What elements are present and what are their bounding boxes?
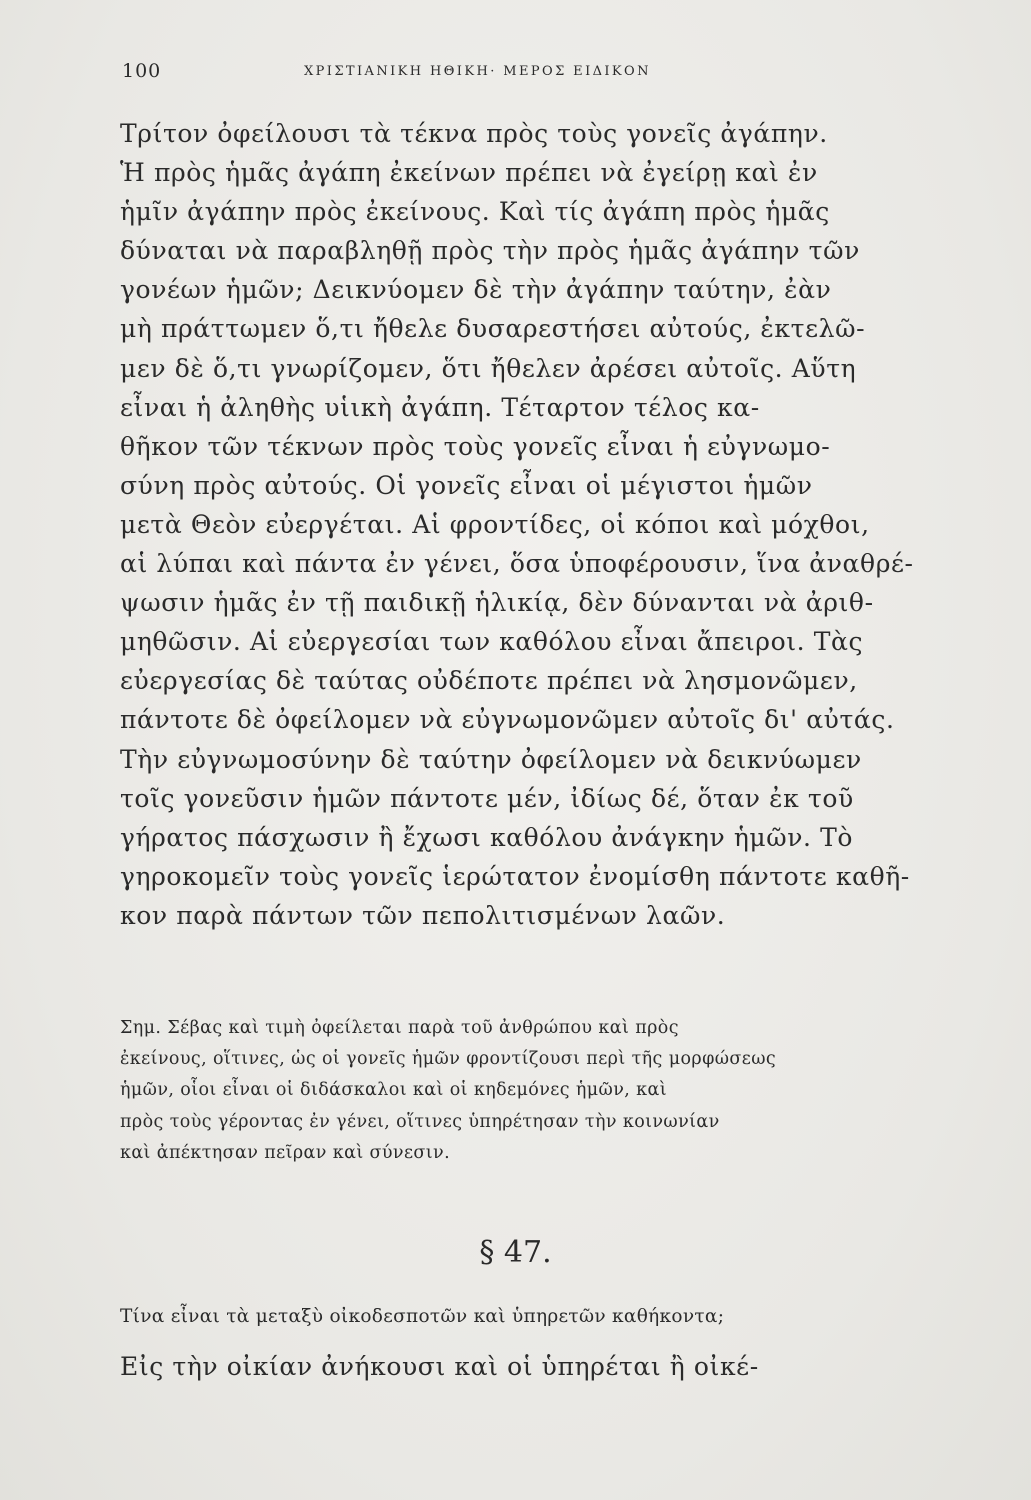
text-line: ψωσιν ἡμᾶς ἐν τῇ παιδικῇ ἡλικίᾳ, δὲν δύνανται νὰ ἀριθ- [120,588,874,618]
text-line: σύνη πρὸς αὐτούς. Οἱ γονεῖς εἶναι οἱ μέγιστοι ἡμῶν [120,470,813,500]
text-line: δύναται νὰ παραβληθῇ πρὸς τὴν πρὸς ἡμᾶς ἀγάπην τῶν [120,236,860,266]
text-line: κον παρὰ πάντων τῶν πεπολιτισμένων λαῶν. [120,900,726,930]
text-line: Τὴν εὐγνωμοσύνην δὲ ταύτην ὀφείλομεν νὰ δεικνύωμεν [120,744,862,774]
text-line: εὐεργεσίας δὲ ταύτας οὐδέποτε πρέπει νὰ λησμονῶμεν, [120,666,858,696]
text-line: Τρίτον ὀφείλουσι τὰ τέκνα πρὸς τοὺς γονεῖς ἀγάπην. [120,119,828,148]
section-question: Τίνα εἶναι τὰ μεταξὺ οἰκοδεσποτῶν καὶ ὑπηρετῶν καθήκοντα; [120,1306,725,1327]
text-line: μηθῶσιν. Αἱ εὐεργεσίαι των καθόλου εἶναι ἄπειροι. Τὰς [120,627,864,657]
text-line: θῆκον τῶν τέκνων πρὸς τοὺς γονεῖς εἶναι ἡ εὐγνωμο- [120,431,831,461]
text-line: μεν δὲ ὅ,τι γνωρίζομεν, ὅτι ἤθελεν ἀρέσει αὐτοῖς. Αὕτη [120,353,857,383]
text-line: μετὰ Θεὸν εὐεργέται. Αἱ φροντίδες, οἱ κόποι καὶ μόχθοι, [120,509,870,539]
note-line: ἡμῶν, οἷοι εἶναι οἱ διδάσκαλοι καὶ οἱ κηδεμόνες ἡμῶν, καὶ [120,1080,667,1101]
text-line: γονέων ἡμῶν; Δεικνύομεν δὲ τὴν ἀγάπην ταύτην, ἐὰν [120,275,832,305]
section-first-line: Εἰς τὴν οἰκίαν ἀνήκουσι καὶ οἱ ὑπηρέται ἢ οἰκέ- [120,1352,759,1381]
running-head: ΧΡΙΣΤΙΑΝΙΚΗ ΗΘΙΚΗ· ΜΕΡΟΣ ΕΙΔΙΚΟΝ [304,64,651,79]
section-heading: § 47. [479,1235,552,1270]
text-line: πάντοτε δὲ ὀφείλομεν νὰ εὐγνωμονῶμεν αὐτοῖς δι' αὐτάς. [120,705,895,735]
text-line: τοῖς γονεῦσιν ἡμῶν πάντοτε μέν, ἰδίως δέ, ὅταν ἐκ τοῦ [120,783,854,813]
footnote [120,1013,880,1169]
text-line: αἱ λύπαι καὶ πάντα ἐν γένει, ὅσα ὑποφέρουσιν, ἵνα ἀναθρέ- [120,549,914,579]
page-number: 100 [122,60,162,82]
note-line: καὶ ἀπέκτησαν πεῖραν καὶ σύνεσιν. [120,1142,451,1163]
note-line: πρὸς τοὺς γέροντας ἐν γένει, οἵτινες ὑπηρέτησαν τὴν κοινωνίαν [120,1111,720,1132]
text-line: γηροκομεῖν τοὺς γονεῖς ἱερώτατον ἐνομίσθη πάντοτε καθῆ- [120,861,910,891]
note-line: Σημ. Σέβας καὶ τιμὴ ὀφείλεται παρὰ τοῦ ἀνθρώπου καὶ πρὸς [120,1018,679,1038]
note-line: ἐκείνους, οἵτινες, ὡς οἱ γονεῖς ἡμῶν φροντίζουσι περὶ τῆς μορφώσεως [120,1049,777,1070]
text-line: γήρατος πάσχωσιν ἢ ἔχωσι καθόλου ἀνάγκην ἡμῶν. Τὸ [120,822,854,852]
main-paragraph [120,114,914,935]
text-line: εἶναι ἡ ἀληθὴς υἱικὴ ἀγάπη. Τέταρτον τέλος κα- [120,392,760,422]
text-line: ἡμῖν ἀγάπην πρὸς ἐκείνους. Καὶ τίς ἀγάπη πρὸς ἡμᾶς [120,197,830,227]
page-header [122,60,882,90]
text-line: Ἡ πρὸς ἡμᾶς ἀγάπη ἐκείνων πρέπει νὰ ἐγείρῃ καὶ ἐν [120,158,818,188]
text-line: μὴ πράττωμεν ὅ,τι ἤθελε δυσαρεστήσει αὐτούς, ἐκτελῶ- [120,314,866,344]
